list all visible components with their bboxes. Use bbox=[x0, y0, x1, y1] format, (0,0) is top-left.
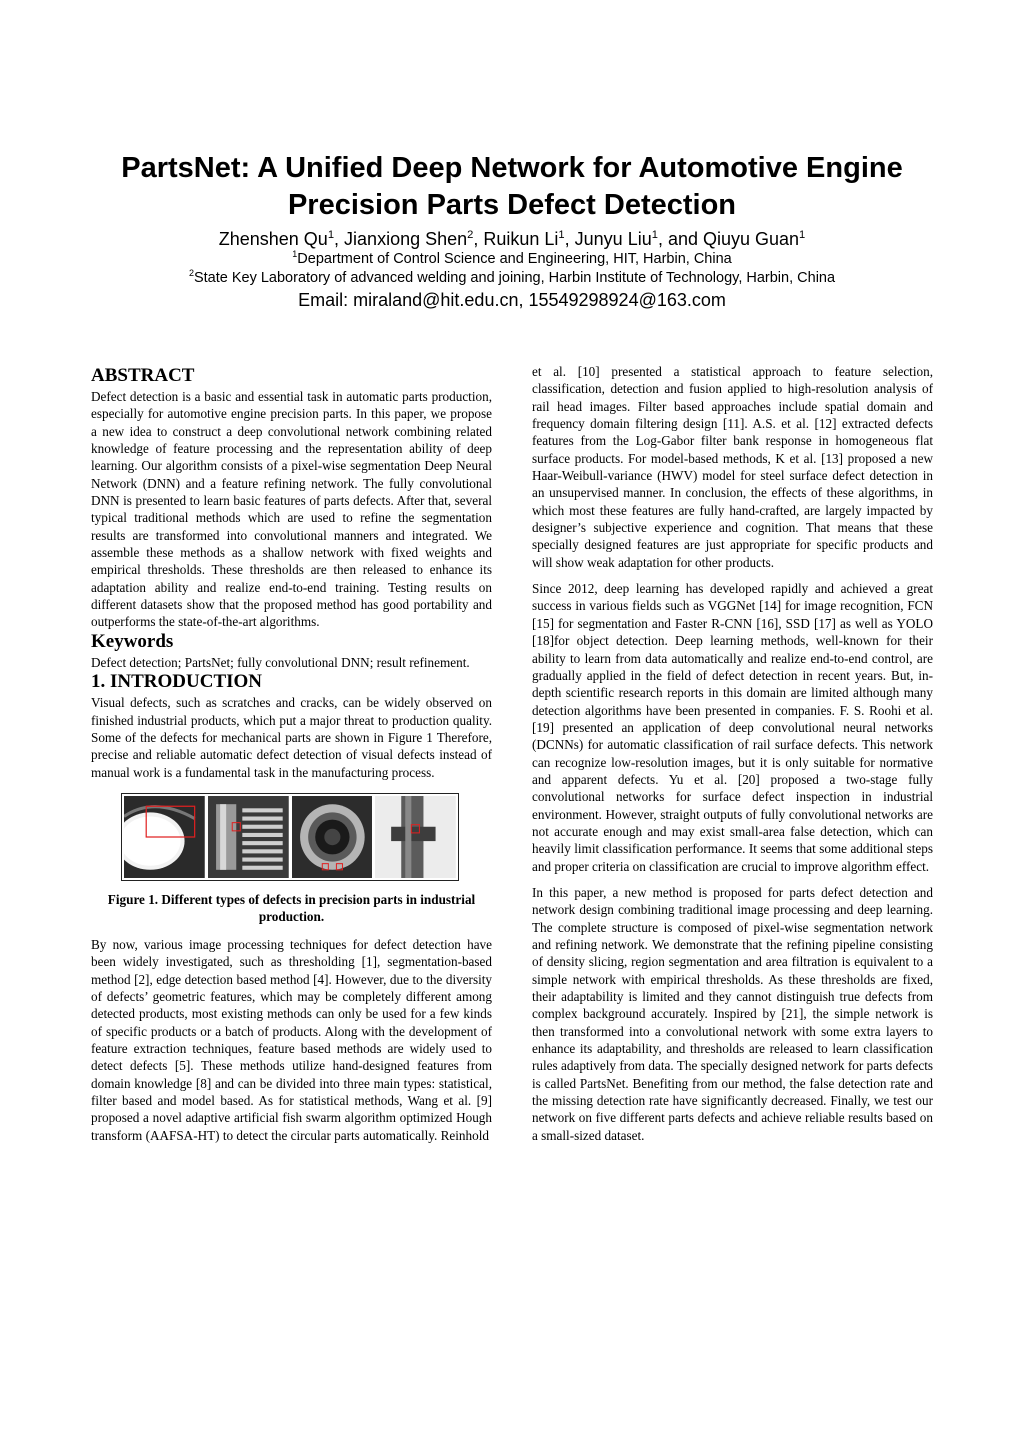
author-separator: , bbox=[334, 229, 345, 249]
keywords-heading: Keywords bbox=[91, 630, 174, 652]
author-name: Jianxiong Shen bbox=[344, 229, 468, 249]
author-affiliation-mark: 1 bbox=[651, 229, 658, 241]
defect-photo-3 bbox=[292, 796, 373, 878]
figure-1-image bbox=[121, 793, 459, 881]
affiliation-1 bbox=[40, 250, 984, 268]
author-separator: , and bbox=[657, 229, 703, 249]
abstract-text: Defect detection is a basic and essential task in automatic parts production, especially for automotive engine precision parts. In this paper, we propose a new idea to construct a deep convolutional network combining related knowledge of feature processing and the representation ability of deep learning. Our algorithm consists of a pixel-wise segmentation Deep Neural Network (DNN) and a feature refining network. The fully convolutional DNN is presented to learn basic features of parts defects. After that, several typical traditional methods which are used to refine the segmentation results are transformed into convolutional manners and integrated. We assemble these methods as a shallow network with fixed weights and empirical thresholds. These thresholds are then released to enhance its adaptation ability and realize end-to-end training. Testing results on different datasets show that the proposed method has good portability and outperforms the state-of-the-art algorithms. bbox=[91, 389, 492, 630]
figure-1-caption: Figure 1. Different types of defects in precision parts in industrial production. bbox=[107, 891, 476, 924]
defect-photo-2 bbox=[208, 796, 289, 878]
author-name: Zhenshen Qu bbox=[218, 229, 328, 249]
author-name: Ruikun Li bbox=[483, 229, 559, 249]
author-list bbox=[40, 228, 984, 250]
author-separator: , bbox=[473, 229, 484, 249]
affiliation-text: Department of Control Science and Engineering, HIT, Harbin, China bbox=[297, 251, 732, 267]
title-line-1: PartsNet: A Unified Deep Network for Automotive Engine bbox=[121, 152, 903, 184]
affiliation-mark: 2 bbox=[188, 268, 194, 279]
paper-title bbox=[40, 150, 984, 224]
author-name: Qiuyu Guan bbox=[702, 229, 800, 249]
title-line-2: Precision Parts Defect Detection bbox=[287, 189, 737, 221]
keywords-text: Defect detection; PartsNet; fully convolutional DNN; result refinement. bbox=[91, 654, 470, 670]
author-separator: , bbox=[564, 229, 575, 249]
author-name: Junyu Liu bbox=[574, 229, 652, 249]
introduction-heading: 1. INTRODUCTION bbox=[91, 671, 263, 693]
affiliation-2 bbox=[40, 269, 984, 287]
author-affiliation-mark: 1 bbox=[558, 229, 565, 241]
abstract-heading: ABSTRACT bbox=[91, 365, 195, 386]
defect-photo-4 bbox=[375, 796, 456, 878]
intro-paragraph-4: In this paper, a new method is proposed for parts defect detection and network design combining traditional image processing and deep learning. The complete structure is composed of pixel-wise segmentation network and refining network. We demonstrate that the refining pipeline consisting of density slicing, region segmentation and area filtration is equivalent to a simple network with empirical thresholds. As these thresholds are fixed, their adaptability is limited and they cannot distinguish true defects from complex background accurately. Inspired by [21], the simple network is then transformed into a convolutional network with some extra layers to enhance its adaptability, and thresholds are released to learn classification rules adaptively from data. The specially designed network for parts defects is called PartsNet. Benefiting from our method, the false detection rate and the missing detection rate have significantly decreased. Finally, we test our network on five different parts defects and achieve reliable results based on a small-sized dataset. bbox=[532, 884, 933, 1143]
intro-paragraph-3: Since 2012, deep learning has developed rapidly and achieved a great success in various fields such as VGGNet [14] for image recognition, FCN [15] for segmentation and Faster R-CNN [16], SSD [17] as well as YOLO [18]for object detection. Deep learning methods, well-known for their ability to learn from data automatically and realize end-to-end control, are gradually applied in the field of defect detection in recent years. But, in-depth scientific research reports in this domain are limited although many detection algorithms have been presented in companies. F. S. Roohi et al. [19] presented an application of deep convolutional neural networks (DCNNs) for automatic classification of rail surface defects. This network can recognize low-resolution images, but it is only suitable for normative and apparent defects. Yu et al. [20] proposed a two-stage fully convolutional networks for surface defect inspection in industrial environment. However, straight outputs of fully convolutional networks are not accurate enough and may exist small-area false detection, which can heavily limit classification performance. It seems that some additional steps and proper criteria on classification are crucial to improve algorithm effect. bbox=[532, 581, 933, 874]
left-column bbox=[91, 365, 492, 1144]
author-affiliation-mark: 2 bbox=[467, 229, 474, 241]
intro-paragraph-1: Visual defects, such as scratches and cracks, can be widely observed on finished industrial products, which put a major threat to production quality. Some of the defects for mechanical parts are shown in Figure 1 Therefore, precise and reliable automatic defect detection of visual defects instead of manual work is a fundamental task in the manufacturing process. bbox=[91, 695, 492, 780]
affiliation-mark: 1 bbox=[292, 249, 298, 260]
right-column bbox=[532, 363, 933, 1144]
intro-paragraph-2-continued: et al. [10] presented a statistical approach to feature selection, classification, detection and fusion applied to high-resolution analysis of rail head images. Filter based approaches include spatial domain and frequency domain filtering design [11]. A.S. et al. [12] extracted defects features from the Log-Gabor filter bank response in homogeneous flat surface products. For model-based methods, K et al. [13] proposed a new Haar-Weibull-variance (HWV) model for steel surface defect detection in an unsupervised manner. In conclusion, the effects of these algorithms, in which most these features are fully hand-crafted, are largely impacted by designer’s subjective experience and cognition. That means that these specially designed features are just appropriate for specific products and will show weak adaptation for other products. bbox=[532, 364, 933, 570]
affiliation-text: State Key Laboratory of advanced welding and joining, Harbin Institute of Technology, Harbin, China bbox=[193, 270, 836, 286]
author-affiliation-mark: 1 bbox=[327, 229, 335, 241]
contact-email: Email: miraland@hit.edu.cn, 15549298924@163.com bbox=[298, 290, 726, 310]
defect-photo-1 bbox=[124, 796, 205, 878]
author-affiliation-mark: 1 bbox=[799, 229, 806, 241]
intro-paragraph-2: By now, various image processing techniques for defect detection have been widely investigated, such as thresholding [1], segmentation-based method [2], edge detection based method [4]. However, due to the diversity of defects’ geometric features, which may be completely different among detected products, most existing methods can only be used for a few kinds of specific products or a batch of products. Along with the development of feature extraction techniques, feature based methods are widely used to detect defects [5]. These methods utilize hand-designed features from domain knowledge [8] and can be divided into three main types: statistical, filter based and model based. As for statistical methods, Wang et al. [9] proposed a novel adaptive artificial fish swarm algorithm optimized Hough transform (AAFSA-HT) to detect the circular parts automatically. Reinhold bbox=[91, 936, 492, 1143]
